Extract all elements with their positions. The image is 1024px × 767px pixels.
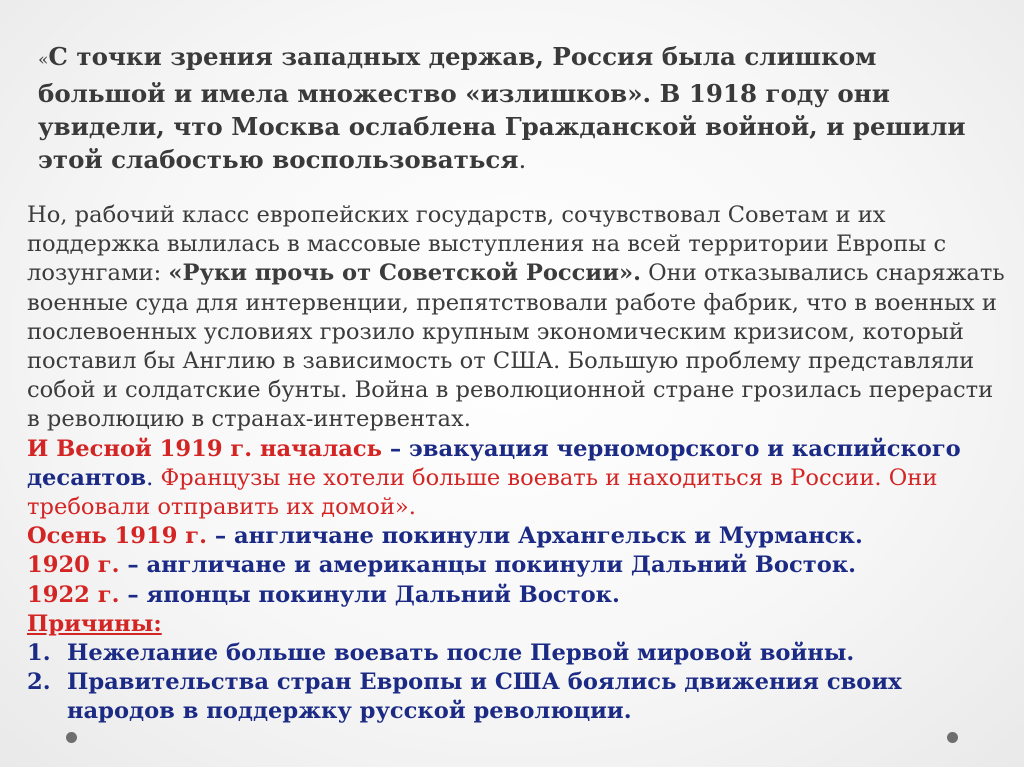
spring-french: Французы не хотели больше воевать и находиться в России. Они требовали отправить их домой».: [27, 464, 938, 521]
quote-block: [38, 40, 998, 176]
event-text: – японцы покинули Дальний Восток.: [119, 581, 620, 608]
reasons-list: [27, 639, 1012, 727]
reason-number: 1.: [27, 640, 51, 667]
reason-number: 2.: [27, 669, 51, 696]
event-date: 1922 г.: [27, 581, 120, 608]
spring-lead: И Весной 1919 г. началась: [27, 435, 383, 462]
reason-text: Нежелание больше воевать после Первой мировой войны.: [67, 640, 855, 667]
event-date: Осень 1919 г.: [27, 523, 208, 550]
event-line: [27, 551, 1012, 580]
prev-slide-dot-icon[interactable]: [66, 732, 77, 743]
event-text: – англичане покинули Архангельск и Мурманск.: [207, 523, 863, 550]
slogan: «Руки прочь от Советской России».: [168, 260, 641, 287]
reason-item: [27, 639, 1012, 668]
main-text: [27, 201, 1012, 727]
next-slide-dot-icon[interactable]: [947, 732, 958, 743]
spring-dot: .: [146, 464, 154, 491]
reason-item: [27, 668, 1012, 726]
paragraph-part2: Они отказывались снаряжать военные суда для интервенции, препятствовали работе фабрик, что в военных и послевоенных условиях грозило крупным экономическим кризисом, который поставил бы Англию в зависимость от США. Большую проблему представляли собой и солдатские бунты. Война в революционной стране грозилась перерасти в революцию в странах-интервентах.: [27, 260, 1005, 433]
spring-evacuation: – эвакуация черноморского и каспийского десантов: [27, 435, 961, 491]
spring-1919: [27, 435, 1012, 523]
event-text: – англичане и американцы покинули Дальний Восток.: [119, 552, 857, 579]
quote-open-mark: «: [38, 50, 49, 70]
event-line: [27, 581, 1012, 610]
event-date: 1920 г.: [27, 552, 120, 579]
paragraph-part1: Но, рабочий класс европейских государств, сочувствовал Советам и их поддержка вылилась в массовые выступления на всей территории Европы с лозунгами:: [27, 202, 947, 287]
paragraph-intervention: [27, 201, 1012, 435]
reason-text: Правительства стран Европы и США боялись движения своих народов в поддержку русской революции.: [67, 669, 902, 725]
reasons-heading: Причины:: [27, 610, 162, 637]
quote-text: С точки зрения западных держав, Россия была слишком большой и имела множество «излишков». В 1918 году они увидели, что Москва ослаблена Гражданской войной, и решили этой слабостью воспользоваться: [38, 42, 966, 174]
event-line: [27, 522, 1012, 551]
quote-end: .: [518, 145, 527, 174]
